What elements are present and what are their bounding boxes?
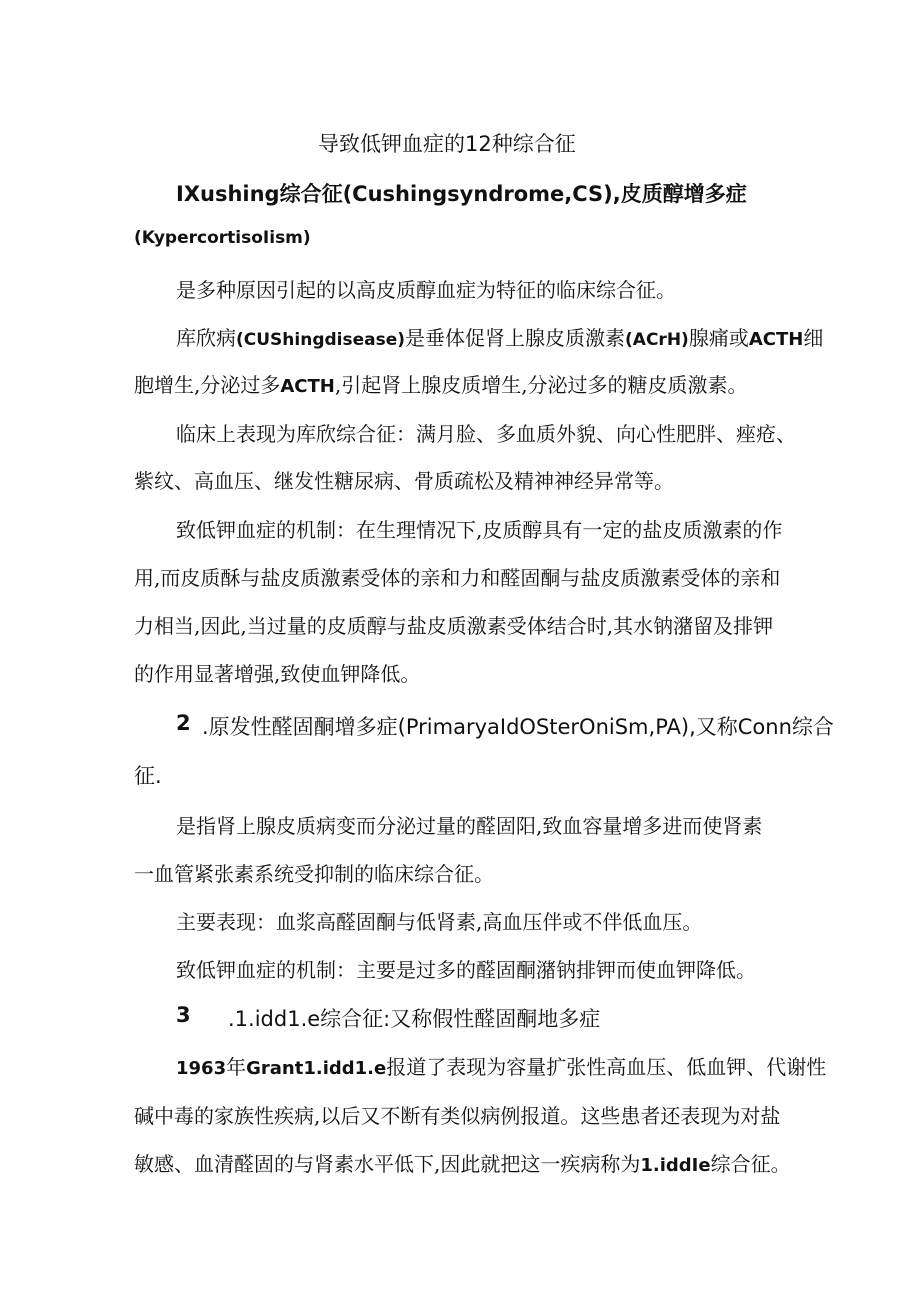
section-2-heading-cont: 征. [134, 764, 162, 788]
s2-paragraph-1-line-2: 一血管紧张素系统受抑制的临床综合征。 [134, 862, 494, 886]
section-1-heading-cont: (KypercortisoIism) [134, 228, 311, 248]
s1-paragraph-1: 是多种原因引起的以高皮质醇血症为特征的临床综合征。 [176, 278, 676, 302]
text-run-bold: 1.iddIe [640, 1155, 711, 1176]
text-run-bold: ACTH [280, 376, 335, 397]
section-3-number: 3 [176, 1003, 191, 1027]
text-run: ,引起肾上腺皮质增生,分泌过多的糖皮质激素。 [334, 373, 748, 397]
text-run-bold: (CUShingdisease) [236, 330, 406, 350]
s2-paragraph-2: 主要表现：血浆高醛固酮与低肾素,高血压伴或不伴低血压。 [176, 910, 703, 934]
text-run: 年 [226, 1055, 247, 1079]
text-run: 腺痛或 [688, 326, 749, 350]
s1-paragraph-4-line-2: 用,而皮质酥与盐皮质激素受体的亲和力和醛固酮与盐皮质激素受体的亲和 [134, 566, 781, 590]
section-2-number: 2 [176, 711, 191, 735]
section-2-heading: .原发性醛固酮增多症(PrimaryaIdOSterOniSm,PA),又称Conn综合 [202, 715, 834, 739]
text-run-bold: 1963 [176, 1058, 227, 1079]
section-1-heading: IXushing综合征(Cushingsyndrome,CS),皮质醇增多症 [176, 182, 747, 206]
text-run-bold: ACTH [748, 329, 804, 350]
s2-paragraph-1-line-1: 是指肾上腺皮质病变而分泌过量的醛固阳,致血容量增多进而使肾素 [176, 814, 763, 838]
s1-paragraph-3-line-1: 临床上表现为库欣综合征：满月脸、多血质外貌、向心性肥胖、痤疮、 [176, 422, 796, 446]
s1-paragraph-4-line-3: 力相当,因此,当过量的皮质醇与盐皮质激素受体结合时,其水钠潴留及排钾 [134, 614, 774, 638]
document-title: 导致低钾血症的12种综合征 [318, 132, 576, 156]
text-run: 胞增生,分泌过多 [134, 373, 281, 397]
s1-paragraph-4-line-4: 的作用显著增强,致使血钾降低。 [134, 662, 421, 686]
text-run: 是垂体促肾上腺皮质激素 [405, 326, 626, 350]
s1-paragraph-2-line-1 [176, 322, 823, 351]
section-3-heading: .1.idd1.e综合征:又称假性醛固酮地多症 [228, 1007, 601, 1031]
s1-paragraph-4-line-1: 致低钾血症的机制：在生理情况下,皮质醇具有一定的盐皮质激素的作 [176, 518, 783, 542]
text-run: 库欣病 [176, 326, 236, 350]
text-run-bold: Grant1.idd1.e [246, 1058, 387, 1079]
s3-paragraph-1-line-1 [176, 1051, 826, 1080]
text-run-bold: (ACrH) [625, 330, 689, 350]
text-run: 综合征。 [710, 1152, 791, 1176]
s1-paragraph-2-line-2 [134, 369, 748, 398]
text-run: 敏感、血清醛固的与肾素水平低下,因此就把这一疾病称为 [134, 1152, 641, 1176]
s3-paragraph-1-line-3 [134, 1148, 791, 1177]
s2-paragraph-3: 致低钾血症的机制：主要是过多的醛固酮潴钠排钾而使血钾降低。 [176, 958, 756, 982]
text-run: 报道了表现为容量扩张性高血压、低血钾、代谢性 [386, 1055, 827, 1079]
text-run: 细 [803, 326, 824, 350]
s1-paragraph-3-line-2: 紫纹、高血压、继发性糖尿病、骨质疏松及精神神经异常等。 [134, 469, 674, 493]
s3-paragraph-1-line-2: 碱中毒的家族性疾病,以后又不断有类似病例报道。这些患者还表现为对盐 [134, 1104, 781, 1128]
